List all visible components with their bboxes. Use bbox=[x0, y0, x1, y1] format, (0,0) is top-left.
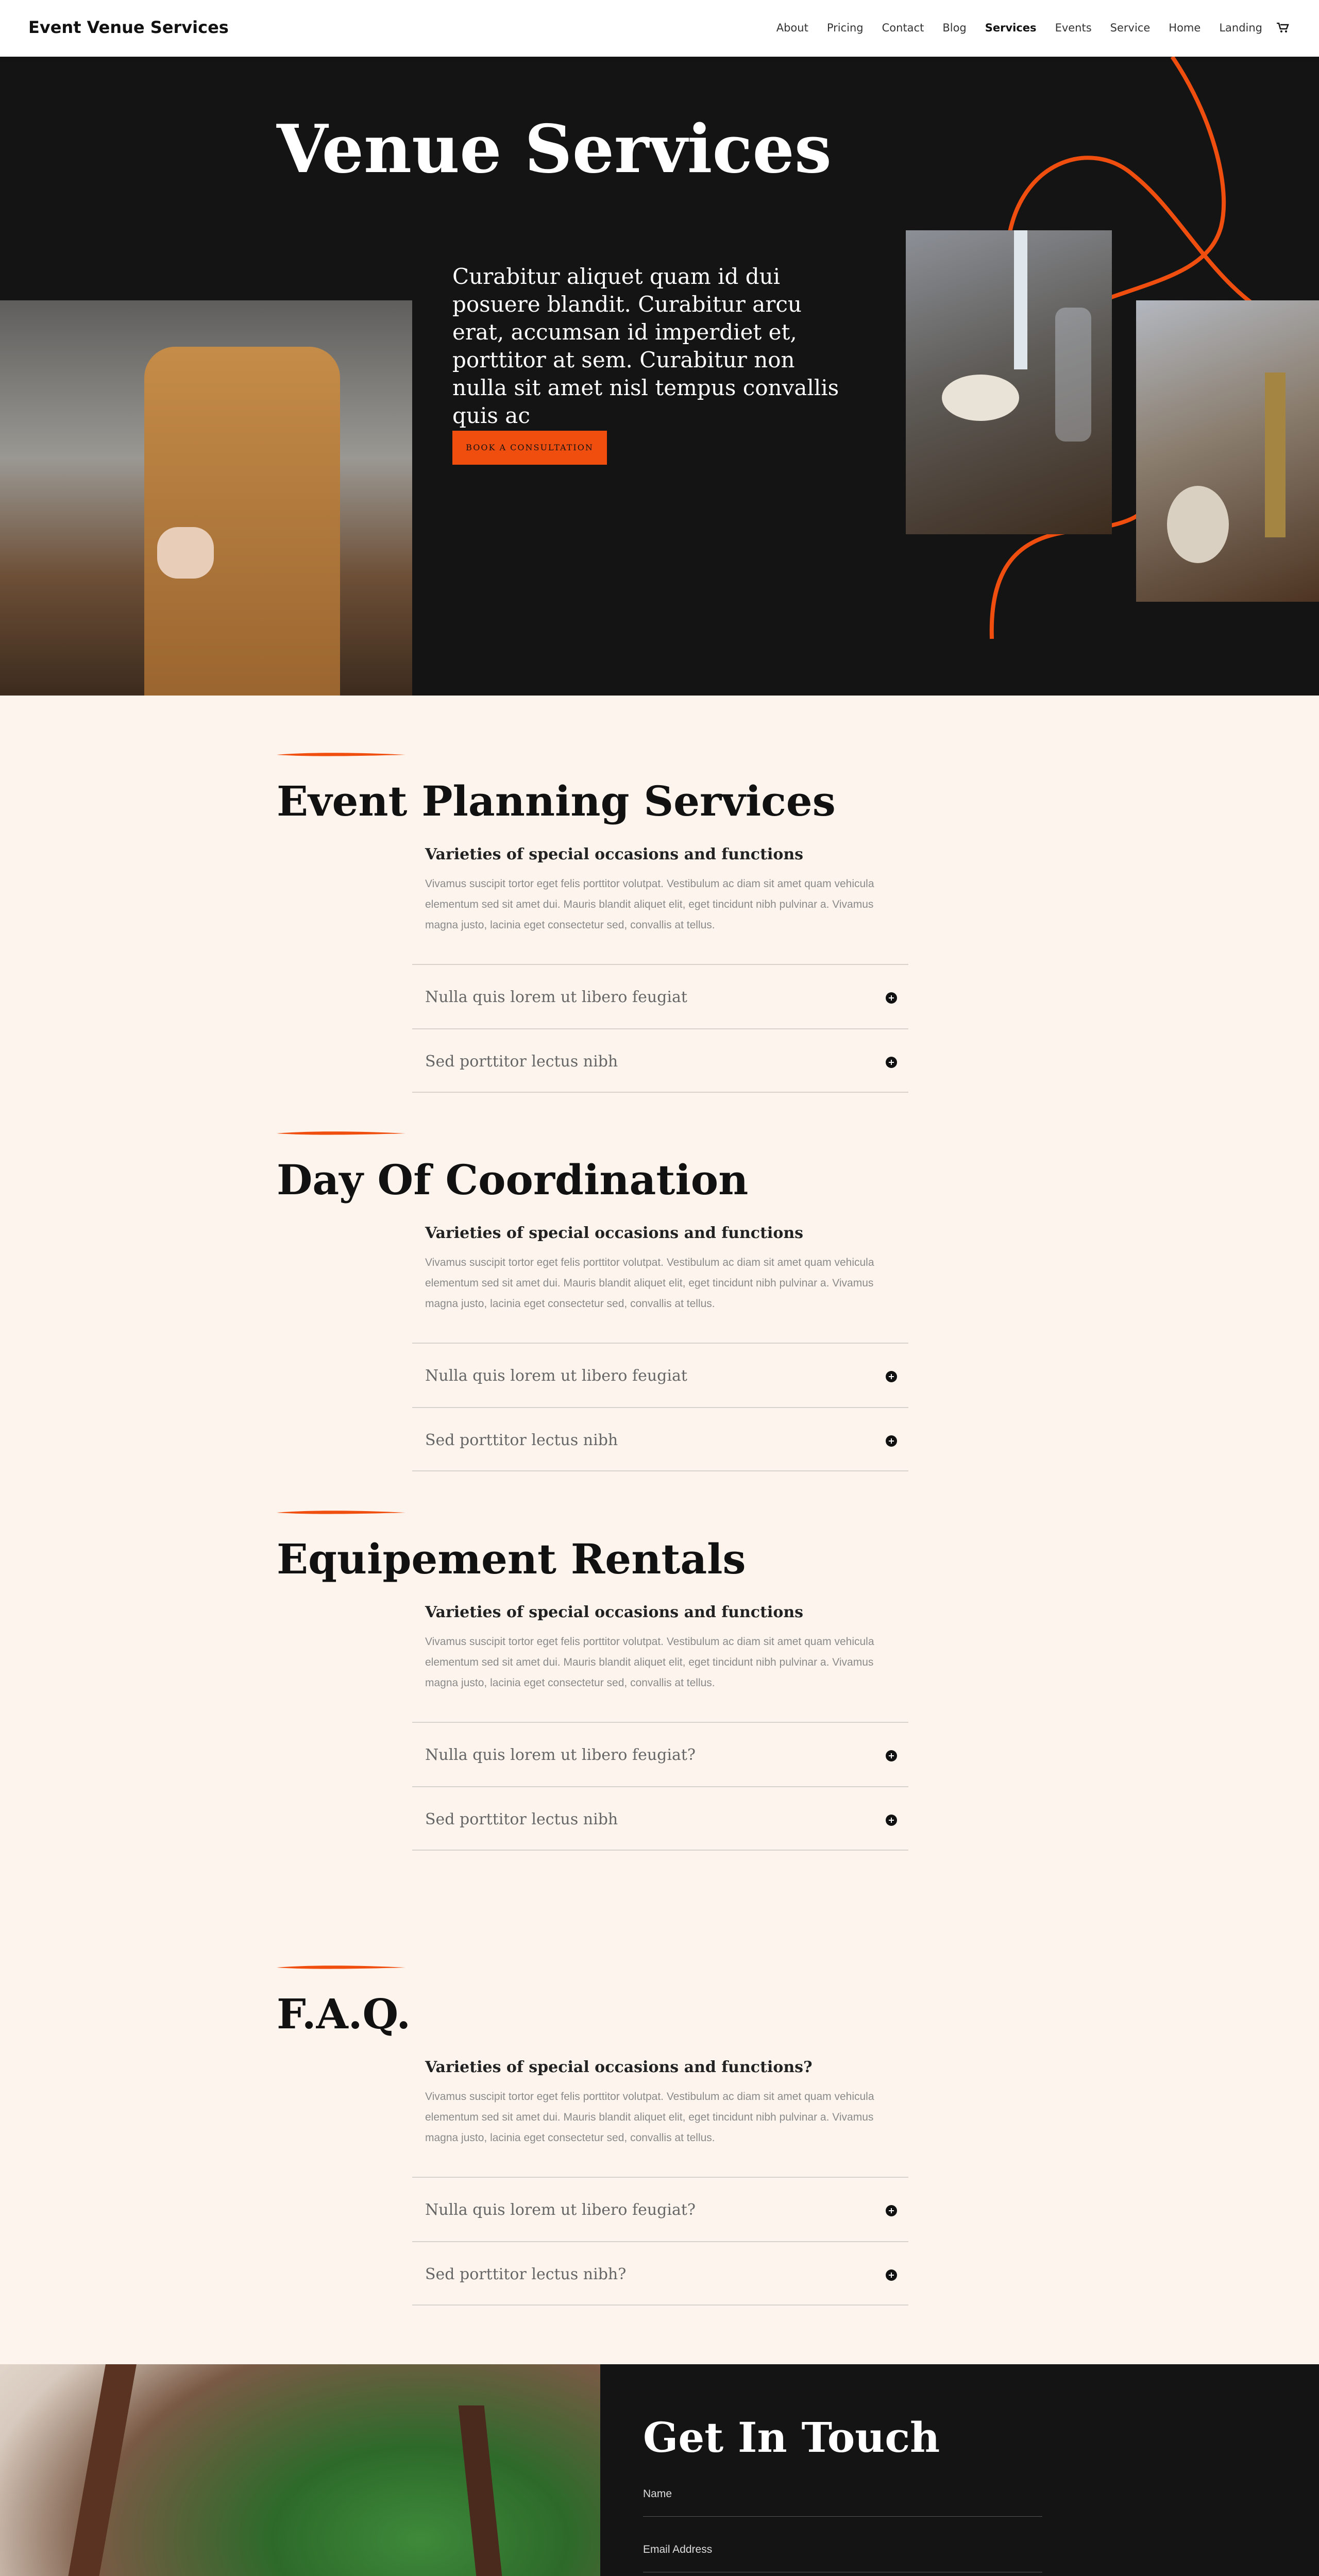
nav-landing[interactable]: Landing bbox=[1219, 22, 1262, 34]
section-subtitle: Varieties of special occasions and functions bbox=[425, 845, 804, 863]
plus-circle-icon[interactable] bbox=[886, 1435, 897, 1447]
accordion-label[interactable]: Nulla quis lorem ut libero feugiat bbox=[425, 988, 687, 1006]
email-field[interactable] bbox=[643, 2544, 1042, 2572]
faq-section bbox=[277, 1964, 946, 2304]
vase-shape bbox=[1167, 486, 1229, 563]
accordion-label[interactable]: Nulla quis lorem ut libero feugiat? bbox=[425, 1746, 696, 1764]
accordion-item[interactable] bbox=[412, 1786, 908, 1851]
page-title: Venue Services bbox=[277, 111, 832, 188]
nav-services[interactable]: Services bbox=[985, 22, 1037, 34]
brush-stroke-divider bbox=[277, 751, 405, 758]
contact-section bbox=[0, 2364, 1319, 2576]
section-title: Day Of Coordination bbox=[277, 1156, 749, 1204]
plus-circle-icon[interactable] bbox=[886, 1057, 897, 1068]
accordion-item[interactable] bbox=[412, 2241, 908, 2306]
contact-title: Get In Touch bbox=[643, 2413, 940, 2462]
cart-icon[interactable] bbox=[1277, 23, 1289, 33]
plus-circle-icon[interactable] bbox=[886, 2269, 897, 2281]
hero-text: Curabitur aliquet quam id dui posuere blandit. Curabitur arcu erat, accumsan id imperdiet et, porttitor at sem. Curabitur non nulla sit amet nisl tempus convallis quis ac bbox=[452, 264, 839, 428]
name-field[interactable] bbox=[643, 2488, 1042, 2517]
site-logo[interactable]: Event Venue Services bbox=[28, 18, 229, 37]
accordion-item[interactable] bbox=[412, 1407, 908, 1471]
day-of-coordination-section bbox=[277, 1130, 946, 1470]
accordion-label[interactable]: Nulla quis lorem ut libero feugiat? bbox=[425, 2201, 696, 2219]
plus-circle-icon[interactable] bbox=[886, 1371, 897, 1382]
name-placeholder: Name bbox=[643, 2488, 672, 2500]
nav-pricing[interactable]: Pricing bbox=[826, 22, 864, 34]
plus-circle-icon[interactable] bbox=[886, 1750, 897, 1761]
site-header bbox=[0, 0, 1319, 57]
accordion-item[interactable] bbox=[412, 2177, 908, 2241]
section-text: Vivamus suscipit tortor eget felis porttitor volutpat. Vestibulum ac diam sit amet quam vehicula elementum sed sit amet dui. Mauris blandit aliquet elit, eget tincidunt nibh pulvinar a. Vivamus magna justo, lacinia eget consectetur sed, convallis at tellus. bbox=[425, 2091, 874, 2144]
hero-photo-vases bbox=[1136, 300, 1319, 602]
section-title: Event Planning Services bbox=[277, 777, 836, 825]
nav-events[interactable]: Events bbox=[1055, 22, 1092, 34]
accordion-item[interactable] bbox=[412, 1028, 908, 1093]
section-text: Vivamus suscipit tortor eget felis porttitor volutpat. Vestibulum ac diam sit amet quam vehicula elementum sed sit amet dui. Mauris blandit aliquet elit, eget tincidunt nibh pulvinar a. Vivamus magna justo, lacinia eget consectetur sed, convallis at tellus. bbox=[425, 1257, 874, 1310]
book-consultation-button[interactable]: BOOK A CONSULTATION bbox=[452, 431, 607, 465]
brush-stroke-divider bbox=[277, 1130, 405, 1137]
section-title: Equipement Rentals bbox=[277, 1535, 746, 1583]
accordion-label[interactable]: Sed porttitor lectus nibh bbox=[425, 1053, 618, 1071]
nav-blog[interactable]: Blog bbox=[942, 22, 967, 34]
accordion-item[interactable] bbox=[412, 1343, 908, 1407]
brush-stroke-divider bbox=[277, 1509, 405, 1516]
event-planning-section bbox=[277, 751, 946, 1091]
nav-home[interactable]: Home bbox=[1169, 22, 1201, 34]
hero-photo-table-candles bbox=[906, 230, 1112, 534]
accordion-item[interactable] bbox=[412, 1722, 908, 1786]
section-subtitle: Varieties of special occasions and functions bbox=[425, 1224, 804, 1242]
section-text: Vivamus suscipit tortor eget felis porttitor volutpat. Vestibulum ac diam sit amet quam vehicula elementum sed sit amet dui. Mauris blandit aliquet elit, eget tincidunt nibh pulvinar a. Vivamus magna justo, lacinia eget consectetur sed, convallis at tellus. bbox=[425, 1636, 874, 1689]
accordion-label[interactable]: Sed porttitor lectus nibh? bbox=[425, 2265, 627, 2283]
section-subtitle: Varieties of special occasions and functions? bbox=[425, 2058, 813, 2076]
hand-shape bbox=[157, 527, 214, 579]
sweater-shape bbox=[144, 347, 340, 696]
bowl-shape bbox=[942, 375, 1019, 421]
accordion-item[interactable] bbox=[412, 964, 908, 1028]
main-nav bbox=[776, 22, 1262, 34]
accordion-label[interactable]: Nulla quis lorem ut libero feugiat bbox=[425, 1367, 687, 1385]
equipment-rentals-section bbox=[277, 1509, 946, 1849]
brush-stroke-divider bbox=[277, 1964, 405, 1971]
accordion-label[interactable]: Sed porttitor lectus nibh bbox=[425, 1431, 618, 1449]
candlestick-shape bbox=[1265, 372, 1286, 537]
chair-leg-shape bbox=[28, 2364, 137, 2576]
nav-service[interactable]: Service bbox=[1110, 22, 1151, 34]
candle-shape bbox=[1014, 230, 1027, 369]
section-subtitle: Varieties of special occasions and functions bbox=[425, 1603, 804, 1621]
accordion-label[interactable]: Sed porttitor lectus nibh bbox=[425, 1810, 618, 1828]
hero-section bbox=[0, 57, 1319, 696]
chair-leg-shape bbox=[459, 2405, 526, 2576]
plus-circle-icon[interactable] bbox=[886, 992, 897, 1004]
contact-photo-plant-chair bbox=[0, 2364, 600, 2576]
plus-circle-icon[interactable] bbox=[886, 2205, 897, 2216]
plus-circle-icon[interactable] bbox=[886, 1815, 897, 1826]
nav-about[interactable]: About bbox=[776, 22, 808, 34]
section-text: Vivamus suscipit tortor eget felis porttitor volutpat. Vestibulum ac diam sit amet quam vehicula elementum sed sit amet dui. Mauris blandit aliquet elit, eget tincidunt nibh pulvinar a. Vivamus magna justo, lacinia eget consectetur sed, convallis at tellus. bbox=[425, 878, 874, 931]
bottle-shape bbox=[1055, 308, 1091, 442]
email-placeholder: Email Address bbox=[643, 2544, 713, 2555]
section-title: F.A.Q. bbox=[277, 1990, 411, 2038]
hero-photo-woman-sweater bbox=[0, 300, 412, 696]
nav-contact[interactable]: Contact bbox=[882, 22, 924, 34]
